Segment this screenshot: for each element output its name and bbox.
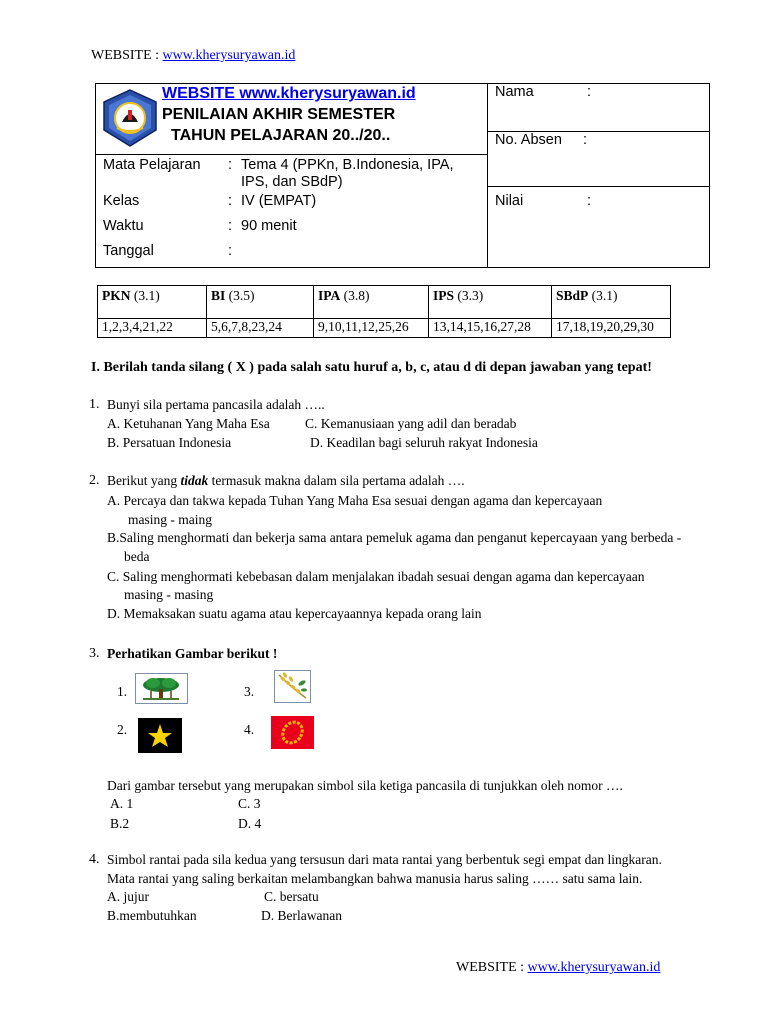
question-text-continued: Mata rantai yang saling berkaitan melambangkan bahwa manusia harus saling …… satu sama lain. bbox=[107, 871, 643, 886]
option-c[interactable]: C. 3 bbox=[238, 796, 261, 811]
option-c-continued: masing - masing bbox=[124, 587, 214, 602]
time-label: Waktu bbox=[103, 218, 144, 234]
competency-table bbox=[97, 285, 671, 338]
score-label: Nilai bbox=[495, 193, 524, 209]
option-b[interactable]: B. Persatuan Indonesia bbox=[107, 435, 232, 450]
symbol-label-4: 4. bbox=[244, 722, 255, 737]
option-b-continued: beda bbox=[124, 549, 150, 564]
time-value: 90 menit bbox=[241, 218, 297, 234]
table-cell: 17,18,19,20,29,30 bbox=[552, 319, 671, 338]
table-header-cell: BI (3.5) bbox=[207, 286, 314, 319]
header-website-link[interactable]: WEBSITE www.kherysuryawan.id bbox=[162, 85, 416, 102]
chain-icon bbox=[271, 716, 314, 749]
rice-cotton-icon bbox=[274, 670, 311, 703]
option-d[interactable]: D. Keadilan bagi seluruh rakyat Indonesia bbox=[310, 435, 538, 450]
question-number: 4. bbox=[89, 852, 100, 867]
tut-wuri-handayani-logo bbox=[100, 88, 160, 148]
table-header-cell: PKN (3.1) bbox=[98, 286, 207, 319]
name-field[interactable]: Nama : bbox=[495, 84, 592, 100]
option-a[interactable]: A. Percaya dan takwa kepada Tuhan Yang Maha Esa sesuai dengan agama dan kepercayaan bbox=[107, 493, 603, 508]
option-c[interactable]: C. Saling menghormati kebebasan dalam menjalakan ibadah sesuai dengan agama dan kepercayaan bbox=[107, 569, 645, 584]
option-b[interactable]: B.2 bbox=[110, 816, 130, 831]
exam-title: PENILAIAN AKHIR SEMESTER bbox=[162, 106, 396, 123]
table-header-cell: SBdP (3.1) bbox=[552, 286, 671, 319]
class-label: Kelas bbox=[103, 193, 140, 209]
banyan-tree-icon bbox=[135, 673, 188, 704]
exam-header-box: WEBSITE www.kherysuryawan.id PENILAIAN AKHIR SEMESTER TAHUN PELAJARAN 20../20.. Mata Pelajaran : Tema 4 (PPKn, B.Indonesia, IPA, IPS, dan SBdP) Kelas : IV (EMPAT) Waktu : 90 menit Tanggal : Nama : No. Absen : Nilai : bbox=[95, 83, 710, 268]
date-label: Tanggal bbox=[103, 243, 154, 259]
question-text: Perhatikan Gambar berikut ! bbox=[107, 646, 278, 661]
table-cell: 13,14,15,16,27,28 bbox=[429, 319, 552, 338]
subject-value: Tema 4 (PPKn, B.Indonesia, IPA, IPS, dan SBdP) bbox=[241, 157, 454, 190]
website-label: WEBSITE : bbox=[456, 960, 528, 975]
question-number: 1. bbox=[89, 397, 100, 412]
option-d[interactable]: D. Berlawanan bbox=[261, 908, 342, 923]
section-instruction: I. Berilah tanda silang ( X ) pada salah satu huruf a, b, c, atau d di depan jawaban yang tepat! bbox=[91, 360, 652, 375]
option-d[interactable]: D. 4 bbox=[238, 816, 262, 831]
class-value: IV (EMPAT) bbox=[241, 193, 317, 209]
option-b[interactable]: B.membutuhkan bbox=[107, 908, 197, 923]
bottom-website-line bbox=[456, 960, 660, 976]
subject-label: Mata Pelajaran bbox=[103, 157, 201, 173]
symbol-label-1: 1. bbox=[117, 684, 128, 699]
option-d[interactable]: D. Memaksakan suatu agama atau kepercayaannya kepada orang lain bbox=[107, 606, 482, 621]
option-c[interactable]: C. Kemanusiaan yang adil dan beradab bbox=[305, 416, 517, 431]
table-cell: 5,6,7,8,23,24 bbox=[207, 319, 314, 338]
website-link[interactable]: www.kherysuryawan.id bbox=[162, 48, 296, 63]
symbol-label-2: 2. bbox=[117, 722, 128, 737]
option-c[interactable]: C. bersatu bbox=[264, 889, 319, 904]
top-website-line bbox=[91, 48, 295, 64]
option-a[interactable]: A. 1 bbox=[110, 796, 134, 811]
option-a[interactable]: A. Ketuhanan Yang Maha Esa bbox=[107, 416, 270, 431]
question-prompt: Dari gambar tersebut yang merupakan simbol sila ketiga pancasila di tunjukkan oleh nomor …. bbox=[107, 778, 623, 793]
question-number: 3. bbox=[89, 646, 100, 661]
question-text: Simbol rantai pada sila kedua yang tersusun dari mata rantai yang berbentuk segi empat dan lingkaran. bbox=[107, 852, 662, 867]
question-number: 2. bbox=[89, 473, 100, 488]
option-a-continued: masing - maing bbox=[128, 512, 212, 527]
academic-year-title: TAHUN PELAJARAN 20../20.. bbox=[171, 127, 391, 144]
website-label: WEBSITE : bbox=[91, 48, 163, 63]
question-text: Berikut yang tidak termasuk makna dalam sila pertama adalah …. bbox=[107, 473, 465, 488]
table-cell: 9,10,11,12,25,26 bbox=[314, 319, 429, 338]
table-cell: 1,2,3,4,21,22 bbox=[98, 319, 207, 338]
option-a[interactable]: A. jujur bbox=[107, 889, 149, 904]
table-header-cell: IPA (3.8) bbox=[314, 286, 429, 319]
absence-number-label: No. Absen bbox=[495, 132, 562, 148]
question-text: Bunyi sila pertama pancasila adalah ….. bbox=[107, 397, 325, 412]
symbol-label-3: 3. bbox=[244, 684, 255, 699]
table-header-cell: IPS (3.3) bbox=[429, 286, 552, 319]
absence-number-field[interactable]: No. Absen : bbox=[495, 132, 588, 148]
score-field[interactable]: Nilai : bbox=[495, 193, 592, 209]
option-b[interactable]: B.Saling menghormati dan bekerja sama antara pemeluk agama dan penganut kepercayaan yang berbeda - bbox=[107, 530, 682, 545]
website-link[interactable]: www.kherysuryawan.id bbox=[527, 960, 661, 975]
star-icon bbox=[138, 718, 182, 753]
name-label: Nama bbox=[495, 84, 534, 100]
